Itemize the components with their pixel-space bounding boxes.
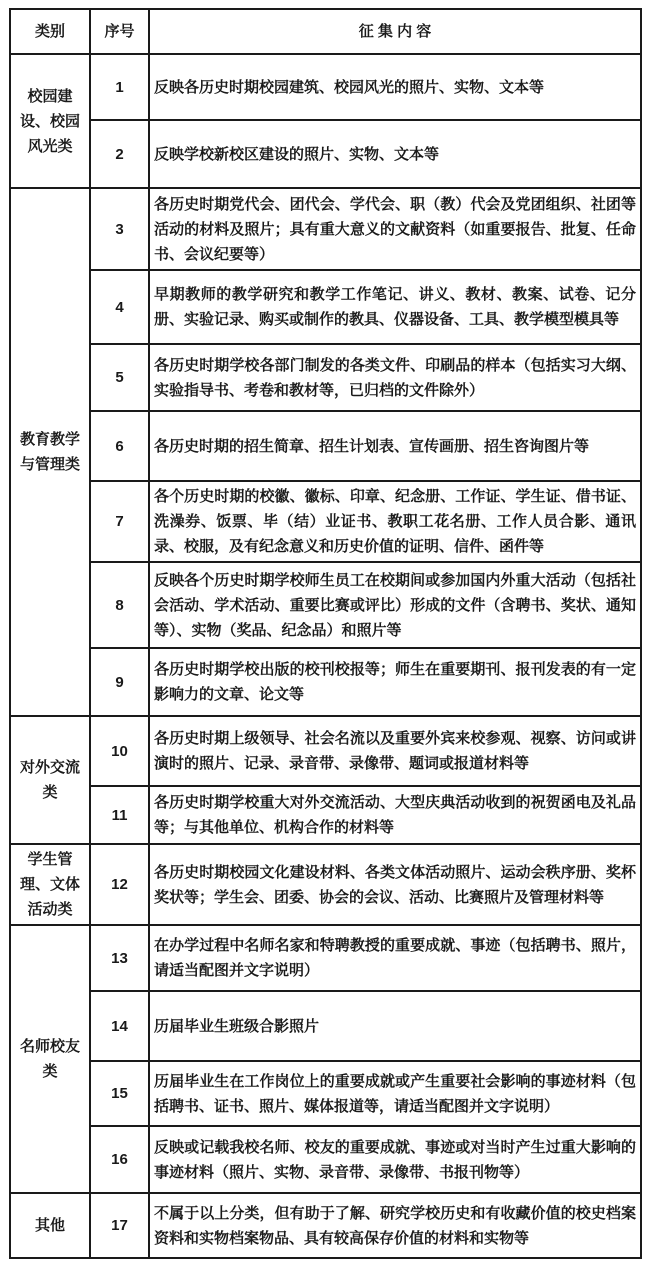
content-cell: 反映或记载我校名师、校友的重要成就、事迹或对当时产生过重大影响的事迹材料（照片、实物、录音带、录像带、书报刊物等） <box>149 1126 641 1193</box>
row-number-cell: 12 <box>90 844 149 925</box>
content-cell: 反映学校新校区建设的照片、实物、文本等 <box>149 120 641 188</box>
content-cell: 各历史时期学校重大对外交流活动、大型庆典活动收到的祝贺函电及礼品等；与其他单位、机构合作的材料等 <box>149 786 641 844</box>
category-cell: 名师校友类 <box>10 925 90 1193</box>
content-cell: 早期教师的教学研究和教学工作笔记、讲义、教材、教案、试卷、记分册、实验记录、购买或制作的教具、仪器设备、工具、教学模型模具等 <box>149 270 641 344</box>
content-cell: 反映各个历史时期学校师生员工在校期间或参加国内外重大活动（包括社会活动、学术活动、重要比赛或评比）形成的文件（含聘书、奖状、通知等）、实物（奖品、纪念品）和照片等 <box>149 562 641 648</box>
header-no: 序号 <box>90 9 149 54</box>
table-row <box>10 786 641 844</box>
category-cell: 校园建设、校园风光类 <box>10 54 90 188</box>
table-row <box>10 344 641 411</box>
category-cell: 其他 <box>10 1193 90 1258</box>
row-number-cell: 10 <box>90 716 149 786</box>
table-row <box>10 716 641 786</box>
row-number-cell: 15 <box>90 1061 149 1126</box>
content-cell: 不属于以上分类，但有助于了解、研究学校历史和有收藏价值的校史档案资料和实物档案物品、具有较高保存价值的材料和实物等 <box>149 1193 641 1258</box>
content-cell: 各个历史时期的校徽、徽标、印章、纪念册、工作证、学生证、借书证、洗澡券、饭票、毕（结）业证书、教职工花名册、工作人员合影、通讯录、校服，及有纪念意义和历史价值的证明、信件、函件等 <box>149 481 641 562</box>
category-cell: 学生管理、文体活动类 <box>10 844 90 925</box>
header-content: 征 集 内 容 <box>149 9 641 54</box>
table-row <box>10 991 641 1061</box>
table-row <box>10 844 641 925</box>
row-number-cell: 4 <box>90 270 149 344</box>
table-row <box>10 648 641 716</box>
row-number-cell: 16 <box>90 1126 149 1193</box>
row-number-cell: 14 <box>90 991 149 1061</box>
content-cell: 历届毕业生在工作岗位上的重要成就或产生重要社会影响的事迹材料（包括聘书、证书、照片、媒体报道等，请适当配图并文字说明） <box>149 1061 641 1126</box>
content-cell: 反映各历史时期校园建筑、校园风光的照片、实物、文本等 <box>149 54 641 120</box>
table-row <box>10 1193 641 1258</box>
category-cell: 教育教学与管理类 <box>10 188 90 716</box>
row-number-cell: 8 <box>90 562 149 648</box>
content-cell: 在办学过程中名师名家和特聘教授的重要成就、事迹（包括聘书、照片，请适当配图并文字说明） <box>149 925 641 991</box>
row-number-cell: 2 <box>90 120 149 188</box>
row-number-cell: 5 <box>90 344 149 411</box>
content-cell: 各历史时期校园文化建设材料、各类文体活动照片、运动会秩序册、奖杯奖状等；学生会、团委、协会的会议、活动、比赛照片及管理材料等 <box>149 844 641 925</box>
table-row <box>10 54 641 120</box>
row-number-cell: 7 <box>90 481 149 562</box>
table-row <box>10 1061 641 1126</box>
table-row <box>10 1126 641 1193</box>
table-row <box>10 411 641 481</box>
table-row <box>10 562 641 648</box>
header-category: 类别 <box>10 9 90 54</box>
row-number-cell: 13 <box>90 925 149 991</box>
table-header-row <box>10 9 641 54</box>
row-number-cell: 11 <box>90 786 149 844</box>
table-row <box>10 481 641 562</box>
category-cell: 对外交流类 <box>10 716 90 844</box>
row-number-cell: 9 <box>90 648 149 716</box>
content-cell: 各历史时期学校各部门制发的各类文件、印刷品的样本（包括实习大纲、实验指导书、考卷和教材等，已归档的文件除外） <box>149 344 641 411</box>
row-number-cell: 1 <box>90 54 149 120</box>
table-row <box>10 120 641 188</box>
content-cell: 各历史时期的招生简章、招生计划表、宣传画册、招生咨询图片等 <box>149 411 641 481</box>
table-row <box>10 925 641 991</box>
collection-content-table <box>9 8 642 1259</box>
content-cell: 历届毕业生班级合影照片 <box>149 991 641 1061</box>
row-number-cell: 3 <box>90 188 149 270</box>
content-cell: 各历史时期上级领导、社会名流以及重要外宾来校参观、视察、访问或讲演时的照片、记录、录音带、录像带、题词或报道材料等 <box>149 716 641 786</box>
table-row <box>10 188 641 270</box>
row-number-cell: 6 <box>90 411 149 481</box>
content-cell: 各历史时期党代会、团代会、学代会、职（教）代会及党团组织、社团等活动的材料及照片；具有重大意义的文献资料（如重要报告、批复、任命书、会议纪要等） <box>149 188 641 270</box>
table-row <box>10 270 641 344</box>
row-number-cell: 17 <box>90 1193 149 1258</box>
content-cell: 各历史时期学校出版的校刊校报等；师生在重要期刊、报刊发表的有一定影响力的文章、论文等 <box>149 648 641 716</box>
